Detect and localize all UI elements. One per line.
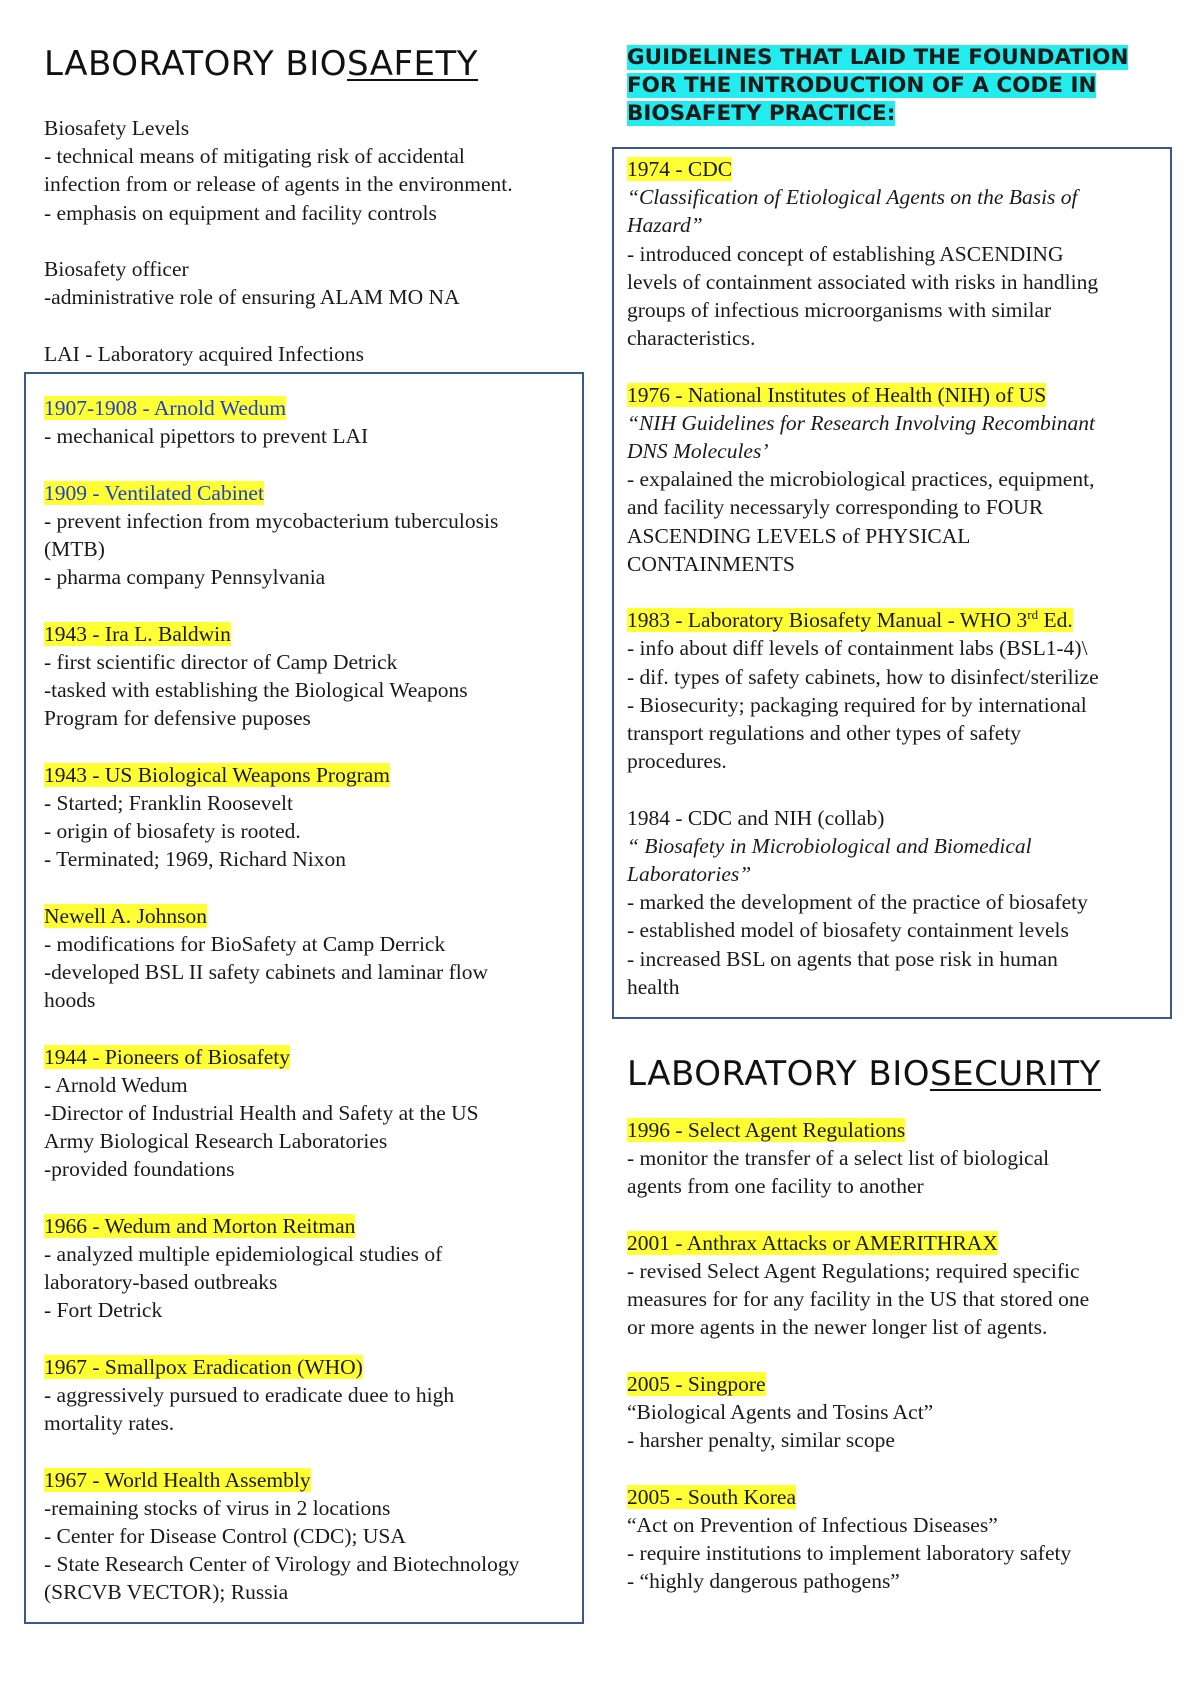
spacer	[44, 311, 584, 339]
timeline-heading	[44, 1043, 584, 1071]
timeline-detail: -provided foundations	[44, 1157, 235, 1182]
banner-line	[627, 100, 1147, 128]
banner-text: GUIDELINES THAT LAID THE FOUNDATION	[627, 45, 1129, 70]
biosecurity-heading-text: 1996 - Select Agent Regulations	[627, 1118, 906, 1142]
timeline-detail: - Arnold Wedum	[44, 1072, 188, 1097]
timeline-entry	[44, 902, 584, 1015]
biosecurity-entry	[627, 1116, 1172, 1201]
spacer	[627, 1201, 1172, 1229]
guideline-title: “Classification of Etiological Agents on the Basis of	[627, 185, 1078, 210]
guideline-heading-text	[627, 383, 1046, 407]
guideline-heading-text	[627, 608, 1073, 632]
guideline-detail: characteristics.	[627, 326, 756, 351]
banner-line	[627, 72, 1147, 100]
biosecurity-heading-text: 2005 - Singpore	[627, 1371, 766, 1396]
timeline-detail: - origin of biosafety is rooted.	[44, 819, 301, 843]
biosecurity-detail: - harsher penalty, similar scope	[627, 1428, 895, 1453]
biosecurity-list	[627, 1116, 1172, 1595]
timeline-detail: - pharma company Pennsylvania	[44, 565, 326, 590]
biosecurity-title: LABORATORY BIOSECURITY	[627, 1054, 1101, 1094]
guideline-entry	[627, 155, 1172, 352]
ordinal-suffix: rd	[1027, 607, 1039, 623]
guideline-heading	[627, 155, 1172, 183]
left-column	[44, 44, 584, 368]
biosecurity-entry	[627, 1229, 1172, 1342]
timeline-heading	[44, 1466, 584, 1494]
spacer	[44, 1437, 584, 1465]
biosecurity-heading	[627, 1483, 1172, 1511]
guideline-heading	[627, 606, 1172, 634]
guideline-heading	[627, 804, 1172, 832]
timeline-heading	[44, 902, 584, 930]
timeline-entry	[44, 761, 584, 874]
spacer	[44, 1014, 584, 1042]
guideline-heading	[627, 381, 1172, 409]
guidelines-list	[627, 155, 1172, 1001]
timeline-heading-text: 1909 - Ventilated Cabinet	[44, 480, 264, 505]
biosecurity-entry	[627, 1483, 1172, 1596]
guideline-entry	[627, 606, 1172, 775]
biosecurity-detail: - require institutions to implement laboratory safety	[627, 1541, 1072, 1565]
timeline-detail: - Terminated; 1969, Richard Nixon	[44, 847, 347, 872]
timeline-detail: (MTB)	[44, 537, 105, 561]
guideline-detail: CONTAINMENTS	[627, 551, 795, 576]
guideline-entry	[627, 381, 1172, 578]
banner-text: FOR THE INTRODUCTION OF A CODE IN	[627, 73, 1097, 98]
guideline-title: “NIH Guidelines for Research Involving Recombinant	[627, 410, 1095, 435]
guideline-detail: health	[627, 974, 680, 999]
timeline-heading-text: 1943 - US Biological Weapons Program	[44, 762, 391, 787]
timeline-detail: - Started; Franklin Roosevelt	[44, 790, 294, 815]
guideline-entry	[627, 804, 1172, 1001]
timeline-detail: - mechanical pipettors to prevent LAI	[44, 424, 369, 449]
timeline-entry	[44, 1466, 584, 1607]
guideline-heading-main: 1976 - National Institutes of Health (NIH) of US	[627, 382, 1047, 407]
spacer	[44, 591, 584, 619]
timeline-detail: - prevent infection from mycobacterium tuberculosis	[44, 508, 499, 533]
timeline-heading-text: 1943 - Ira L. Baldwin	[44, 621, 231, 646]
guideline-detail: - established model of biosafety containment levels	[627, 918, 1069, 943]
guideline-detail: - info about diff levels of containment labs (BSL1-4)\	[627, 636, 1088, 661]
guideline-detail: - Biosecurity; packaging required for by international	[627, 692, 1087, 717]
banner-line	[627, 44, 1147, 72]
spacer	[44, 1325, 584, 1353]
timeline-detail: hoods	[44, 988, 96, 1013]
guideline-detail: procedures.	[627, 749, 727, 774]
timeline-detail: (SRCVB VECTOR); Russia	[44, 1580, 289, 1605]
guideline-heading-main: 1974 - CDC	[627, 157, 733, 181]
timeline-heading-text: 1907-1908 - Arnold Wedum	[44, 396, 287, 420]
guideline-detail: levels of containment associated with risks in handling	[627, 269, 1099, 294]
intro-line: Biosafety officer	[44, 257, 189, 281]
timeline-detail: -developed BSL II safety cabinets and laminar flow	[44, 960, 488, 984]
guideline-heading-main: 1983 - Laboratory Biosafety Manual - WHO 3	[627, 608, 1028, 633]
timeline-heading-text: 1967 - Smallpox Eradication (WHO)	[44, 1354, 363, 1379]
guideline-detail: - marked the development of the practice of biosafety	[627, 890, 1088, 915]
intro-line: LAI - Laboratory acquired Infections	[44, 341, 364, 366]
biosecurity-heading	[627, 1229, 1172, 1257]
banner-text: BIOSAFETY PRACTICE:	[627, 101, 896, 126]
intro-line: - emphasis on equipment and facility controls	[44, 200, 437, 225]
timeline-entry	[44, 479, 584, 592]
biosecurity-detail: agents from one facility to another	[627, 1174, 924, 1199]
timeline-detail: - aggressively pursued to eradicate duee to high	[44, 1383, 455, 1407]
spacer	[44, 1184, 584, 1212]
guideline-detail: and facility necessaryly corresponding to FOUR	[627, 495, 1044, 520]
guideline-detail: ASCENDING LEVELS of PHYSICAL	[627, 523, 971, 548]
timeline-heading	[44, 761, 584, 789]
spacer	[627, 578, 1172, 606]
timeline-heading	[44, 1212, 584, 1240]
spacer	[44, 732, 584, 760]
timeline-detail: -tasked with establishing the Biological Weapons	[44, 678, 468, 702]
timeline-detail: -Director of Industrial Health and Safety at the US	[44, 1101, 479, 1125]
biosecurity-detail: - “highly dangerous pathogens”	[627, 1569, 900, 1594]
spacer	[627, 1342, 1172, 1370]
guideline-title: Hazard”	[627, 213, 703, 238]
guideline-detail: - dif. types of safety cabinets, how to disinfect/sterilize	[627, 664, 1099, 689]
timeline-entry	[44, 1212, 584, 1325]
guideline-title: “ Biosafety in Microbiological and Biomedical	[627, 833, 1032, 858]
biosecurity-entry	[627, 1370, 1172, 1455]
history-timeline	[44, 394, 584, 1607]
biosecurity-heading-text: 2001 - Anthrax Attacks or AMERITHRAX	[627, 1230, 998, 1255]
guideline-title: Laboratories”	[627, 862, 752, 887]
intro-line: infection from or release of agents in the environment.	[44, 172, 513, 197]
guideline-heading-main: 1984 - CDC and NIH (collab)	[627, 805, 885, 830]
timeline-heading-text: Newell A. Johnson	[44, 903, 208, 928]
biosecurity-detail: - monitor the transfer of a select list of biological	[627, 1146, 1050, 1171]
intro-line: -administrative role of ensuring ALAM MO NA	[44, 285, 460, 310]
biosecurity-detail: “Act on Prevention of Infectious Diseases”	[627, 1512, 998, 1537]
guideline-detail: - introduced concept of establishing ASCENDING	[627, 241, 1064, 266]
timeline-detail: -remaining stocks of virus in 2 locations	[44, 1495, 391, 1520]
guideline-title: DNS Molecules’	[627, 439, 769, 464]
biosecurity-heading-text: 2005 - South Korea	[627, 1484, 796, 1509]
timeline-heading	[44, 620, 584, 648]
timeline-entry	[44, 1043, 584, 1184]
guidelines-banner	[627, 44, 1147, 128]
timeline-entry	[44, 620, 584, 733]
timeline-heading	[44, 394, 584, 422]
spacer	[44, 873, 584, 901]
timeline-detail: - analyzed multiple epidemiological studies of	[44, 1242, 443, 1266]
timeline-detail: Program for defensive puposes	[44, 706, 311, 731]
timeline-detail: - Center for Disease Control (CDC); USA	[44, 1524, 406, 1548]
guideline-heading-text	[627, 806, 884, 830]
timeline-entry	[44, 394, 584, 450]
intro-line: - technical means of mitigating risk of accidental	[44, 144, 465, 169]
page-title: LABORATORY BIOSAFETY	[44, 44, 479, 84]
timeline-entry	[44, 1353, 584, 1438]
timeline-detail: laboratory-based outbreaks	[44, 1270, 278, 1295]
biosecurity-detail: “Biological Agents and Tosins Act”	[627, 1400, 934, 1424]
timeline-detail: - Fort Detrick	[44, 1298, 163, 1323]
spacer	[627, 775, 1172, 803]
timeline-heading	[44, 479, 584, 507]
spacer	[627, 1454, 1172, 1482]
guideline-detail: transport regulations and other types of safety	[627, 721, 1022, 746]
intro-notes	[44, 114, 584, 368]
guideline-detail: - increased BSL on agents that pose risk in human	[627, 946, 1058, 971]
timeline-detail: - modifications for BioSafety at Camp Derrick	[44, 931, 446, 956]
spacer	[44, 227, 584, 255]
biosecurity-detail: or more agents in the newer longer list of agents.	[627, 1315, 1048, 1340]
guideline-heading-suffix: Ed.	[1038, 608, 1073, 633]
guideline-detail: groups of infectious microorganisms with similar	[627, 298, 1052, 323]
timeline-detail: mortality rates.	[44, 1411, 175, 1436]
biosecurity-heading	[627, 1116, 1172, 1144]
timeline-detail: - first scientific director of Camp Detrick	[44, 649, 398, 674]
biosecurity-heading	[627, 1370, 1172, 1398]
biosecurity-section	[627, 1054, 1172, 1595]
timeline-detail: Army Biological Research Laboratories	[44, 1129, 388, 1154]
timeline-heading-text: 1944 - Pioneers of Biosafety	[44, 1044, 291, 1069]
biosecurity-detail: - revised Select Agent Regulations; required specific	[627, 1259, 1080, 1283]
spacer	[627, 352, 1172, 380]
timeline-heading-text: 1967 - World Health Assembly	[44, 1467, 311, 1492]
biosecurity-detail: measures for for any facility in the US that stored one	[627, 1287, 1090, 1312]
guideline-heading-text	[627, 157, 732, 181]
timeline-heading	[44, 1353, 584, 1381]
timeline-detail: - State Research Center of Virology and Biotechnology	[44, 1552, 520, 1577]
guideline-detail: - expalained the microbiological practices, equipment,	[627, 467, 1095, 492]
timeline-heading-text: 1966 - Wedum and Morton Reitman	[44, 1213, 356, 1238]
intro-line: Biosafety Levels	[44, 116, 190, 140]
spacer	[44, 450, 584, 478]
